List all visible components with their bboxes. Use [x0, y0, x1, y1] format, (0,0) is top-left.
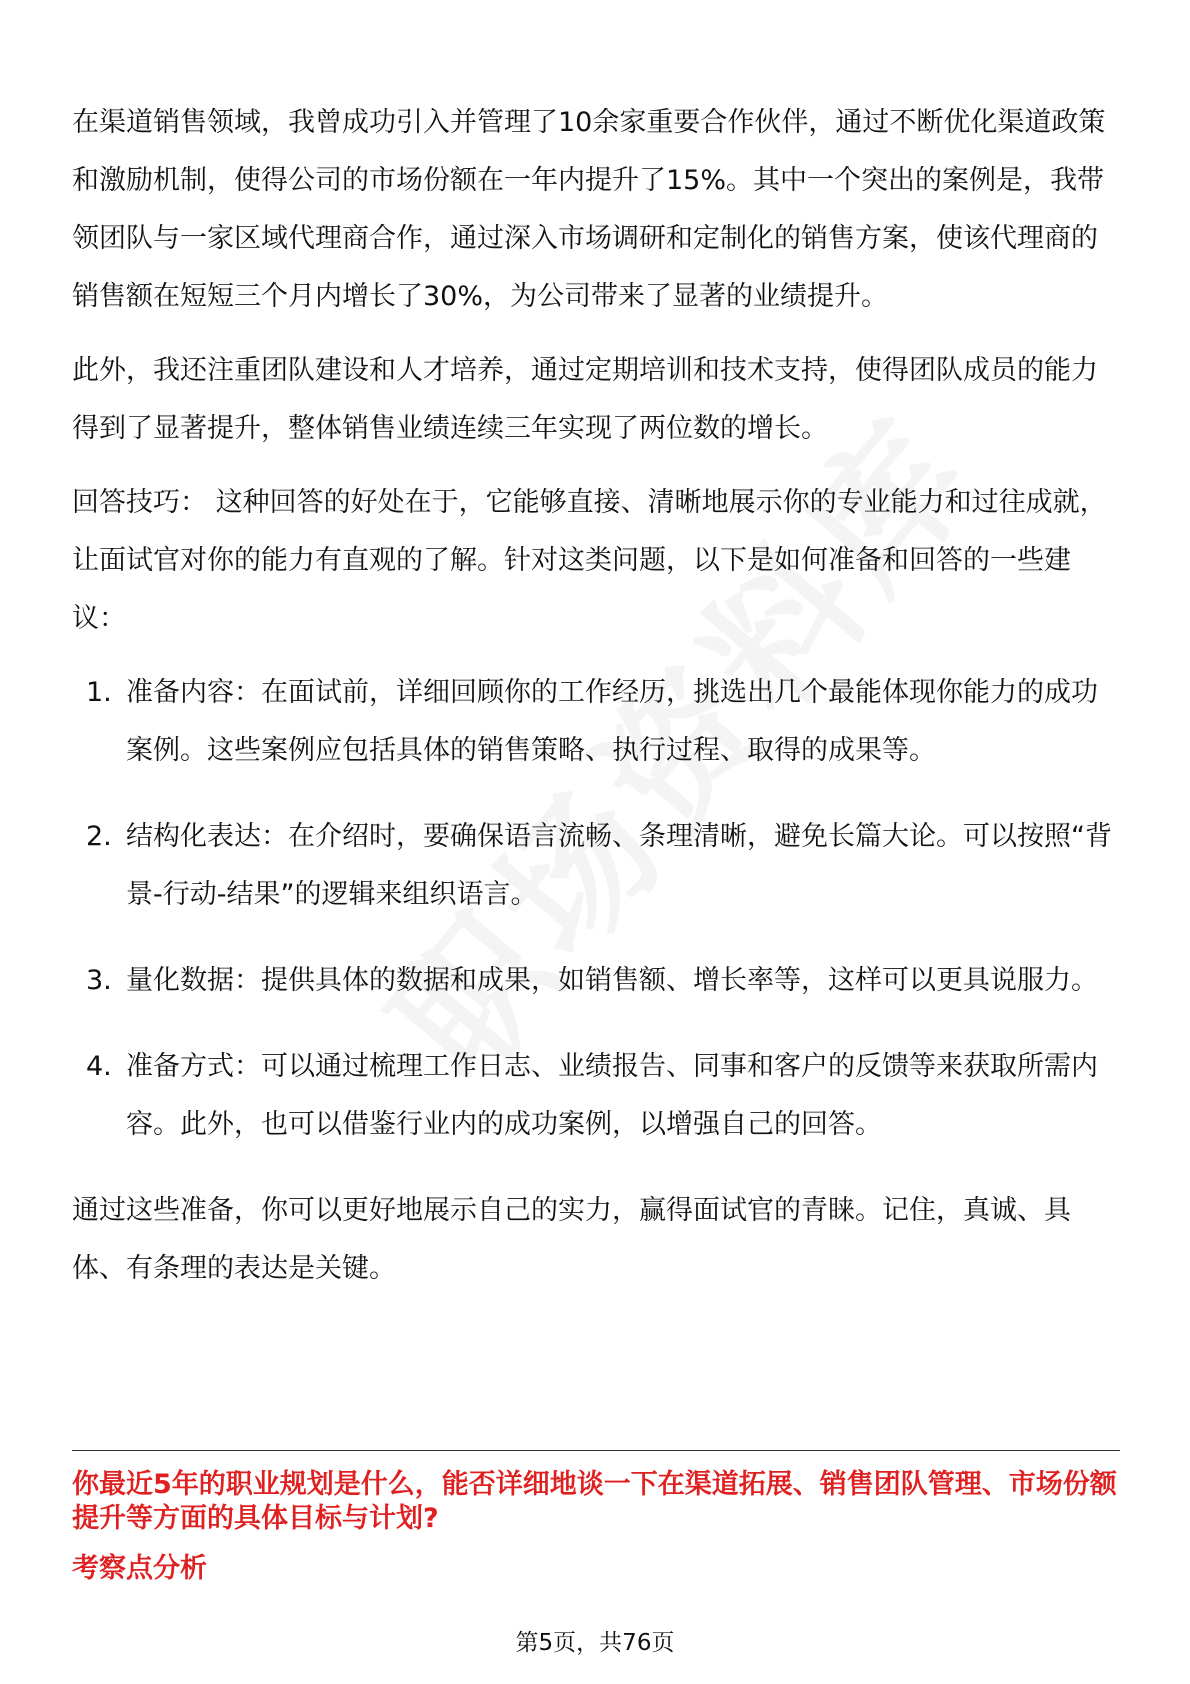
list-item-text: 准备方式：可以通过梳理工作日志、业绩报告、同事和客户的反馈等来获取所需内容。此外，也可以借鉴行业内的成功案例，以增强自己的回答。 — [126, 1051, 1098, 1140]
list-item — [72, 952, 1120, 1010]
list-item-text: 准备内容：在面试前，详细回顾你的工作经历，挑选出几个最能体现你能力的成功案例。这些案例应包括具体的销售策略、执行过程、取得的成果等。 — [126, 677, 1098, 766]
list-item — [72, 1038, 1120, 1154]
section-divider — [72, 1450, 1120, 1451]
tips-list — [72, 664, 1120, 1154]
page-footer: 第5页，共76页 — [515, 1630, 675, 1656]
list-item — [72, 664, 1120, 780]
list-item-text: 结构化表达：在介绍时，要确保语言流畅、条理清晰，避免长篇大论。可以按照“背景-行动-结果”的逻辑来组织语言。 — [126, 821, 1112, 910]
list-item-number: 4. — [86, 1051, 112, 1082]
interview-question: 你最近5年的职业规划是什么，能否详细地谈一下在渠道拓展、销售团队管理、市场份额提升等方面的具体目标与计划? — [72, 1469, 1117, 1534]
list-item — [72, 808, 1120, 924]
main-content — [72, 94, 1120, 1298]
closing-paragraph: 通过这些准备，你可以更好地展示自己的实力，赢得面试官的青睐。记住，真诚、具体、有条理的表达是关键。 — [72, 1195, 1071, 1284]
list-item-number: 2. — [86, 821, 112, 852]
list-item-text: 量化数据：提供具体的数据和成果，如销售额、增长率等，这样可以更具说服力。 — [126, 965, 1098, 996]
paragraph-channel-sales: 在渠道销售领域，我曾成功引入并管理了10余家重要合作伙伴，通过不断优化渠道政策和激励机制，使得公司的市场份额在一年内提升了15%。其中一个突出的案例是，我带领团队与一家区域代理商合作，通过深入市场调研和定制化的销售方案，使该代理商的销售额在短短三个月内增长了30%，为公司带来了显著的业绩提升。 — [72, 107, 1106, 312]
paragraph-team-building: 此外，我还注重团队建设和人才培养，通过定期培训和技术支持，使得团队成员的能力得到了显著提升，整体销售业绩连续三年实现了两位数的增长。 — [72, 355, 1098, 444]
paragraph-answer-tips: 回答技巧： 这种回答的好处在于，它能够直接、清晰地展示你的专业能力和过往成就，让面试官对你的能力有直观的了解。针对这类问题，以下是如何准备和回答的一些建议： — [72, 487, 1107, 634]
list-item-number: 1. — [86, 677, 112, 708]
section-heading: 考察点分析 — [72, 1553, 207, 1584]
list-item-number: 3. — [86, 965, 112, 996]
